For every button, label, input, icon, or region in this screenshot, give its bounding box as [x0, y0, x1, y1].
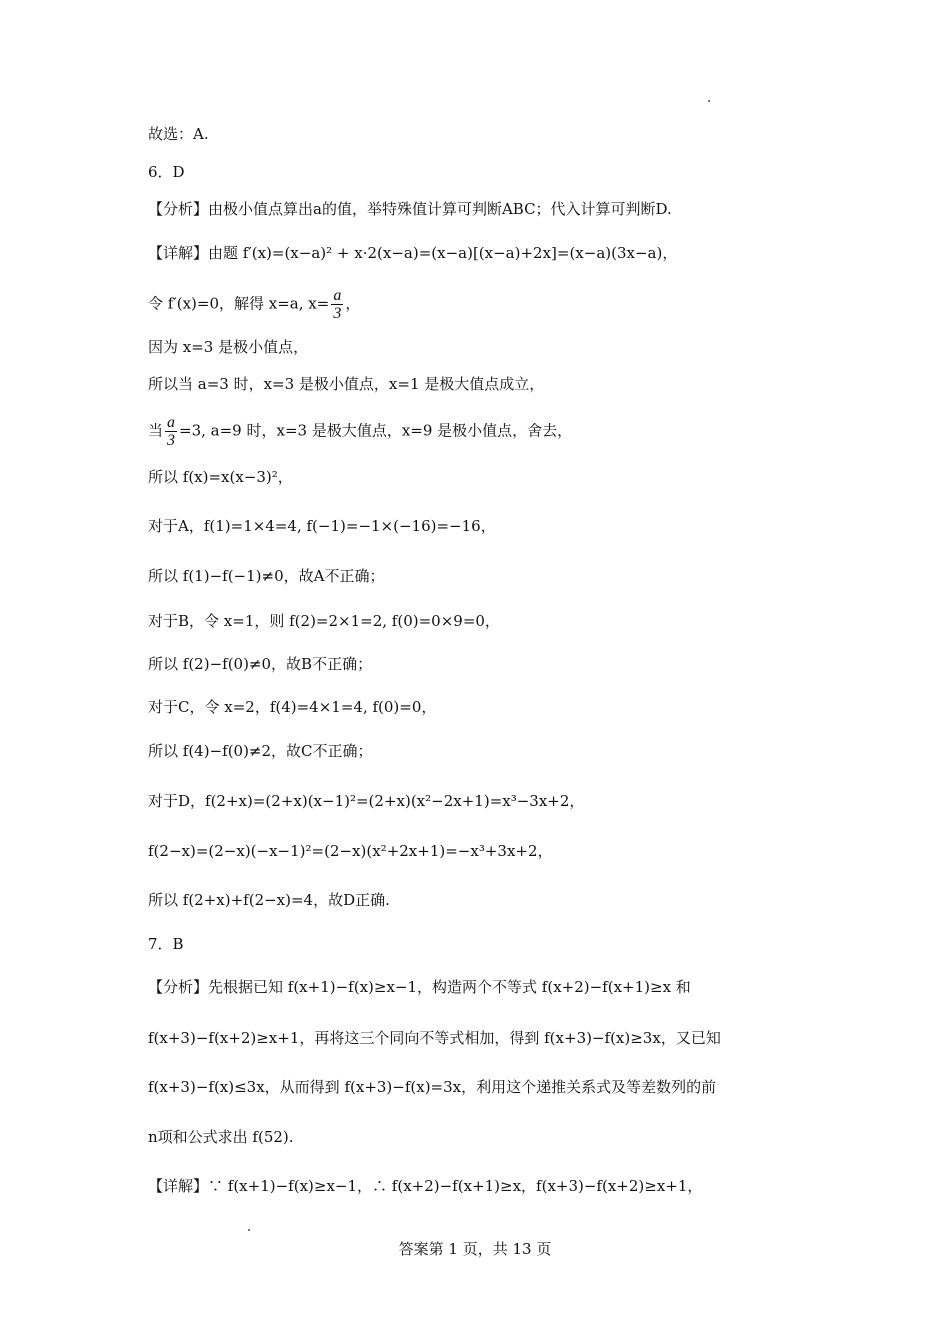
q6-option-d-second: f(2−x)=(2−x)(−x−1)²=(2−x)(x²+2x+1)=−x³+3x+2， — [148, 842, 553, 860]
fraction-a-over-3-b: $\frac{a}{3}$ — [167, 414, 176, 449]
q6-option-a: 对于A，f(1)=1×4=4, f(−1)=−1×(−16)=−16， — [148, 517, 496, 535]
question-7-heading: 7．B — [148, 935, 184, 953]
q6-detail-derivative: 【详解】由题 f′(x)=(x−a)² + x·2(x−a)=(x−a)[(x−a)+2x]=(x−a)(3x−a)， — [148, 244, 678, 262]
question-6-heading: 6．D — [148, 163, 185, 181]
speck-top-right — [708, 100, 710, 102]
speck-bottom-left — [248, 1229, 250, 1231]
q6-option-d-conclusion: 所以 f(2+x)+f(2−x)=4，故D正确. — [148, 891, 390, 909]
q6-option-c-conclusion: 所以 f(4)−f(0)≠2，故C不正确； — [148, 742, 373, 760]
q6-fx: 所以 f(x)=x(x−3)²， — [148, 468, 293, 486]
page-footer: 答案第 1 页，共 13 页 — [398, 1240, 552, 1258]
fraction-a-over-3: $\frac{a}{3}$ — [333, 287, 342, 322]
q6-option-b-conclusion: 所以 f(2)−f(0)≠0，故B不正确； — [148, 655, 373, 673]
q6-local-min: 因为 x=3 是极小值点， — [148, 338, 309, 356]
q7-analysis-4: n项和公式求出 f(52). — [148, 1128, 294, 1146]
q7-analysis-1: 【分析】先根据已知 f(x+1)−f(x)≥x−1，构造两个不等式 f(x+2)−f(x+1)≥x 和 — [148, 978, 691, 996]
q6-case-a9 — [148, 414, 572, 449]
q7-analysis-3: f(x+3)−f(x)≤3x，从而得到 f(x+3)−f(x)=3x，利用这个递推关系式及等差数列的前 — [148, 1078, 717, 1096]
q6-option-d: 对于D，f(2+x)=(2+x)(x−1)²=(2+x)(x²−2x+1)=x³−3x+2， — [148, 792, 585, 810]
q6-option-c: 对于C，令 x=2，f(4)=4×1=4, f(0)=0， — [148, 698, 437, 716]
q6-case-a3: 所以当 a=3 时，x=3 是极小值点，x=1 是极大值点成立， — [148, 375, 545, 393]
q6-option-b: 对于B，令 x=1，则 f(2)=2×1=2, f(0)=0×9=0， — [148, 612, 500, 630]
q6-option-a-conclusion: 所以 f(1)−f(−1)≠0，故A不正确； — [148, 567, 385, 585]
q6-solve-derivative — [148, 287, 360, 322]
q7-detail: 【详解】∵ f(x+1)−f(x)≥x−1，∴ f(x+2)−f(x+1)≥x，f(x+3)−f(x+2)≥x+1， — [148, 1177, 703, 1195]
text-line-1: 故选：A. — [148, 125, 209, 143]
q6-analysis: 【分析】由极小值点算出a的值，举特殊值计算可判断ABC；代入计算可判断D. — [148, 200, 672, 218]
q7-analysis-2: f(x+3)−f(x+2)≥x+1，再将这三个同向不等式相加，得到 f(x+3)−f(x)≥3x，又已知 — [148, 1029, 721, 1047]
frac-line-1-pre: 令 f′(x)=0，解得 x=a, x= — [148, 294, 330, 313]
frac-line-1-post: ， — [345, 294, 361, 313]
frac-line-2-pre: 当 — [148, 421, 164, 440]
frac-line-2-post: =3, a=9 时，x=3 是极大值点，x=9 是极小值点，舍去， — [179, 421, 573, 440]
